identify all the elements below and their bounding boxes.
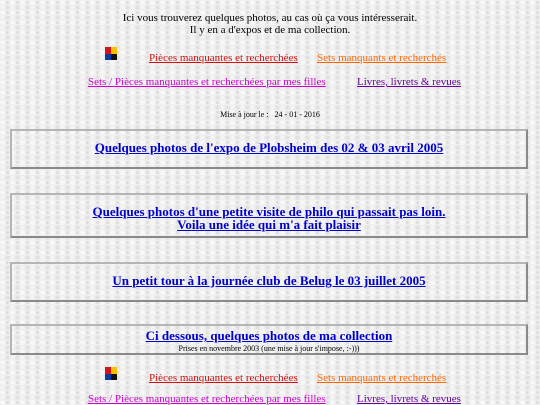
- plobsheim-link[interactable]: Quelques photos de l'expo de Plobsheim des 02 & 03 avril 2005: [94, 140, 444, 155]
- philo-link-line-2[interactable]: Voila une idée qui m'a fait plaisir: [177, 217, 361, 232]
- section-philo: [10, 193, 528, 238]
- section-belug: [10, 262, 528, 302]
- daughters-missing-link[interactable]: Sets / Pièces manquantes et recherchées par mes filles: [88, 76, 326, 88]
- lego-logo-icon: [105, 367, 117, 380]
- section-plobsheim: [10, 129, 528, 169]
- missing-parts-link[interactable]: Pièces manquantes et recherchées: [149, 52, 298, 64]
- collection-note: Prises en novembre 2003 (une mise à jour s'impose, :-))): [178, 344, 360, 353]
- update-label: Mise à jour le :: [220, 110, 269, 119]
- section-collection: [10, 324, 528, 355]
- books-link[interactable]: Livres, livrets & revues: [357, 76, 461, 88]
- daughters-missing-link[interactable]: Sets / Pièces manquantes et recherchées par mes filles: [88, 393, 326, 405]
- lego-logo-icon: [105, 47, 117, 60]
- intro-text: [0, 12, 540, 36]
- update-info: [0, 110, 540, 119]
- missing-sets-link[interactable]: Sets manquants et recherchés: [317, 52, 447, 64]
- update-date: 24 - 01 - 2016: [274, 110, 320, 119]
- missing-sets-link[interactable]: Sets manquants et recherchés: [317, 372, 447, 384]
- missing-parts-link[interactable]: Pièces manquantes et recherchées: [149, 372, 298, 384]
- intro-line-2: Il y en a d'expos et de ma collection.: [189, 24, 351, 36]
- philo-link-line-1[interactable]: Quelques photos d'une petite visite de philo qui passait pas loin.: [92, 204, 446, 219]
- collection-link[interactable]: Ci dessous, quelques photos de ma collection: [145, 328, 393, 343]
- belug-link[interactable]: Un petit tour à la journée club de Belug le 03 juillet 2005: [112, 273, 426, 288]
- intro-line-1: Ici vous trouverez quelques photos, au cas où ça vous intéresserait.: [122, 12, 418, 24]
- books-link[interactable]: Livres, livrets & revues: [357, 393, 461, 405]
